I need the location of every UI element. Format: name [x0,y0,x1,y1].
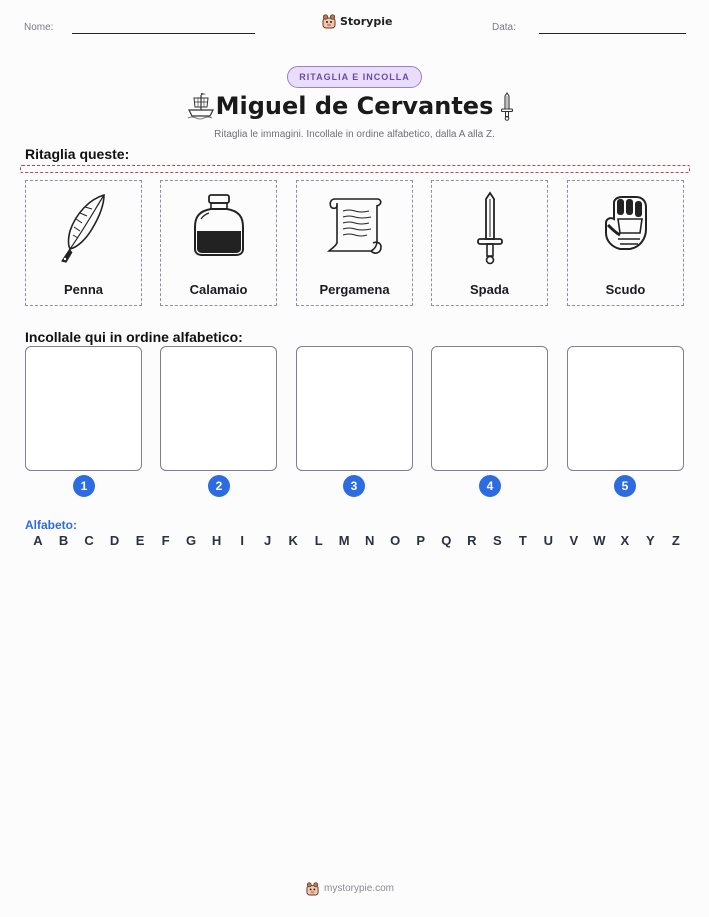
cut-section-heading: Ritaglia queste: [25,146,130,162]
storypie-mascot-icon [306,881,319,896]
letter: G [186,533,197,548]
letter: D [109,533,120,548]
number-badge-2: 2 [208,475,230,497]
paste-box-1[interactable] [25,346,142,471]
letter: C [84,533,94,548]
letter: Y [646,533,655,548]
sword-icon [460,189,520,269]
letter: T [518,533,527,548]
letter: W [593,533,606,548]
brand-name: Storypie [340,14,393,28]
letter: Q [441,533,452,548]
cut-card-label: Calamaio [189,282,248,297]
letter: I [240,533,244,548]
storypie-mascot-icon [322,13,336,29]
letter: B [58,533,69,548]
letter: X [620,533,630,548]
name-label: Nome: [24,22,54,33]
cut-card-penna[interactable] [25,180,142,306]
paste-box-2[interactable] [160,346,277,471]
paste-box-4[interactable] [431,346,548,471]
letter: J [264,533,272,548]
quill-pen-icon [54,189,114,269]
alphabet-row [31,533,683,548]
letter: U [543,533,553,548]
letter: V [569,533,579,548]
paste-section-heading: Incollale qui in ordine alfabetico: [25,329,243,345]
cut-card-spada[interactable] [431,180,548,306]
letter: N [365,533,375,548]
letter: S [492,533,502,548]
cut-line [20,165,690,173]
cut-card-label: Spada [469,282,509,297]
activity-badge: RITAGLIA E INCOLLA [287,66,422,88]
letter: R [467,533,477,548]
letter: K [288,533,298,548]
name-line[interactable] [72,33,255,34]
footer [306,881,394,896]
paste-box-3[interactable] [296,346,413,471]
cut-card-pergamena[interactable] [296,180,413,306]
date-label: Data: [492,22,516,33]
page-title: Miguel de Cervantes [215,92,494,120]
number-badge-3: 3 [343,475,365,497]
number-badge-5: 5 [614,475,636,497]
cut-card-scudo[interactable] [567,180,684,306]
number-badge-1: 1 [73,475,95,497]
letter: H [211,533,222,548]
letter: L [314,533,323,548]
dagger-icon [499,91,515,121]
letter: E [135,533,145,548]
cut-card-label: Pergamena [319,282,390,297]
date-line[interactable] [539,33,686,34]
gauntlet-icon [596,189,656,269]
letter: A [33,533,43,548]
letter: M [338,533,350,548]
scroll-icon [325,189,385,269]
instructions: Ritaglia le immagini. Incollale in ordine alfabetico, dalla A alla Z. [214,129,495,140]
number-badge-4: 4 [479,475,501,497]
letter: P [416,533,426,548]
letter: Z [671,533,680,548]
inkwell-icon [189,189,249,269]
brand-logo [322,13,392,29]
footer-url[interactable]: mystorypie.com [324,883,395,894]
cut-card-label: Scudo [605,282,646,297]
letter: F [161,533,170,548]
cut-card-label: Penna [63,282,103,297]
alphabet-heading: Alfabeto: [25,518,77,532]
cut-card-calamaio[interactable] [160,180,277,306]
paste-box-5[interactable] [567,346,684,471]
letter: O [390,533,401,548]
